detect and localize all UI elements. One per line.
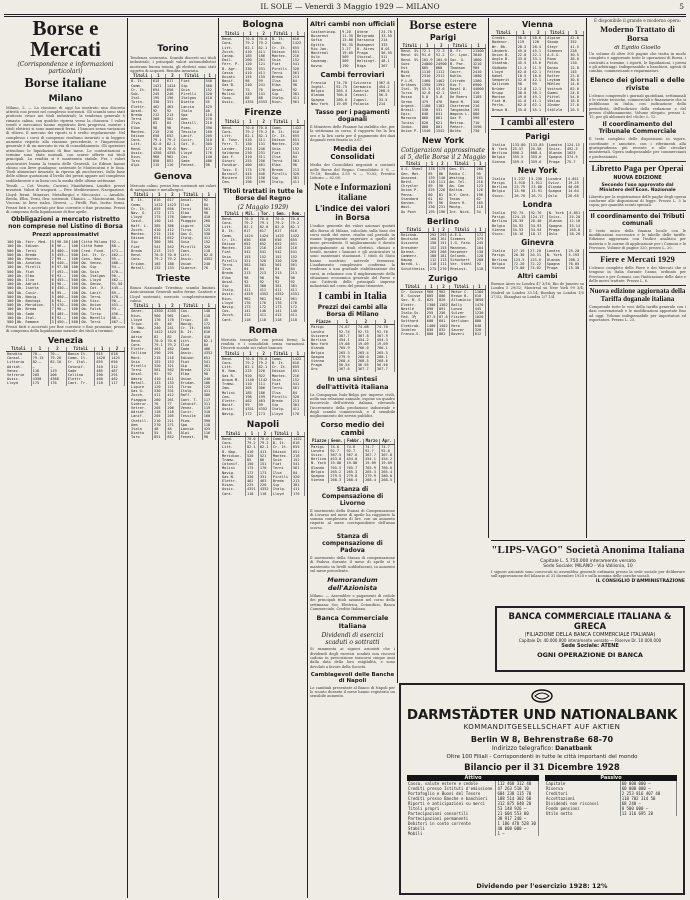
danat-logo <box>401 688 683 707</box>
borse-estere-heading: Borse estere <box>409 18 477 32</box>
bci-heading: Banca Commerciale Italiana <box>316 614 389 631</box>
roma-text: Mercato tranquillo con prezzi fermi; la rendita e i consolidati senza variazioni. Discreti scambi sui valori bancari. <box>221 337 305 351</box>
column-separator <box>127 18 128 898</box>
danat-logo-icon <box>531 689 553 703</box>
darmstadter-address: Berlin W 8, Behrenstraße 68-70 <box>470 735 614 744</box>
bilancio-tables <box>407 775 677 836</box>
coordinamento-text: Il testo completo delle disposizioni in vigore, coordinate e annotate, con i riferimenti alla giurisprudenza più recente e alle circolari ministeriali. Opera indispensabile per commercianti e professionisti. <box>589 137 686 159</box>
libretto-heading: Libretto Paga per Operai <box>589 161 686 173</box>
newyork-subheading: Cotigerazioni approssimate al 5, delle Borse il 2 Maggio <box>400 147 486 162</box>
obbligazioni-heading: Obbligazioni a mercato ristretto non comprese nel Listino di Borsa <box>8 216 123 231</box>
prezzi-cambi-heading: Prezzi dei cambi alla Borsa di Milano <box>317 304 388 319</box>
padova-text: Il movimento della Stanza di compensazione di Padova durante il mese di aprile si è mantenuto su livelli soddisfacenti, in aumento sul mese precedente. <box>310 555 395 573</box>
zurigo-table: Titoli 1 2 Titoli 1 Cr. Suisse 960 962 Motor C. 1160 B. Suisse 805 806 Brown B. 610 Soc. B. S. 825 826 Alluminio 3650 Elektr. 1300 1302 Bally 1470 Nestlé 890 891 Lonza 445 Italo-Sv. 255 256 Sulzer 1230 Fed. 3½ 87.5 87.6 Fischer 1020 Gotthard 600 601 Oerlikon 880 Elektrob. 1400 1402 Hero 640 Indelec 830 832 Saurer 320 Franco-S. 880 881 Boveri 612 <box>400 285 486 336</box>
tributi-heading: Il coordinamento dei Tributi comunali <box>589 210 686 227</box>
libretto-text: Libretto per la registrazione delle paghe degli operai conforme alle disposizioni di legge. Prezzo L. 3 la copia; per quantità sconti speciali. <box>589 194 686 208</box>
memorandum-heading: Memorandum dell'Azionista <box>327 576 378 593</box>
lips-vago-notice <box>491 540 685 603</box>
note-heading: Note e Informazioni italiane <box>314 182 391 202</box>
genova-table: Titoli 1 2 Titoli 1 B. It. 616 617 Ansal. 92 Comm. 1422 1423 Ilva 84 Cr. It. 655 656 Terni 561 Nav. G. 172 173 Elba 98 Lloyd 175 176 Odero 410 Cosul. 140 141 Piaggio 260 Raff. L. 385 386 Ligure 120 Zucch. 410 412 Tirso 125 Montec. 215 216 Gas G. 330 Edison 651 652 Italg. 411 Sip 380 381 Snia 152 Fiat 541 542 Pirelli 320 Breda 213 213 Cant. 118 Rend. 70.0 70.0 Litt. 82.0 Cons. 79.2 79.2 Assic. 4352 Eridan. 185 186 Union 240 Metall. 132 133 Siderur. 76 <box>130 193 216 270</box>
darmstadter-title: DARMSTÄDTER UND NATIONALBANK <box>406 707 678 723</box>
cambi-parigi-table: Italia 133.80 133.85 Londra 124.15 N. York 25.57 25.58 Svizz. 492.5 Berlino 608.2 608.4 Olanda 1025 Belgio 355.5 355.6 Spagna 374.5 Vienna 359.5 359.6 Praga 75.7 <box>491 143 584 164</box>
column-separator <box>397 18 398 683</box>
attivo-heading: Attivo <box>407 775 539 781</box>
cambi-newyork-heading: New York <box>517 165 558 175</box>
city-heading-genova: Genova <box>153 171 193 182</box>
darmstadter-branches: Oltre 100 Filiali - Corrispondenti in tutte le città importanti del mondo <box>446 754 638 760</box>
page-number: 5 <box>679 2 684 11</box>
napoli-table: Titoli 1 2 Titoli 1 Rend. 70.0 70.0 Comm. 1422 Cons. 79.2 79.2 B. It. 616 Litt. 82.1 82.1 Cr. It. 655 B. Nap. 410 411 Edison 651 Meridion. 520 521 Montec. 216 Tramw. 85 86 Snia 152 Cotonif. 150 151 Fiat 541 Molini 175 176 Terni 561 Navig. 172 173 Ilva 84 Gas N. 330 331 Pirelli 320 Elettr. 462 463 Breda 213 Risan. 225 226 Sip 381 Assic. 4351 4352 Italg. 411 Cant. 118 118 Lloyd 176 <box>221 432 305 496</box>
cambi-ginevra-table: Italia 27.19 27.20 Londra 25.20 Parigi 20.30 20.31 N. York 5.193 Berlino 123.5 123.6 Olanda 208.2 Belgio 72.20 72.22 Spagna 76.05 Vienna 73.00 73.02 Praga 15.38 <box>491 249 584 270</box>
tasso-text: Il Ministero delle Finanze ha stabilito che, per la settimana in corso, il rapporto fra la lira oro e la lira carta per il pagamento dei dazi doganali resti fissato in 3.67. <box>310 125 395 142</box>
cambi-ferroviari-heading: Cambi ferroviari <box>320 70 385 79</box>
column-cambi-estero <box>491 18 584 538</box>
prezzi-cambi-table: Piazze 1 2 3 Parigi 74.67 74.68 74.70 Londra 92.74 92.75 92.76 Svizzera 367.7 367.8 367.9 Berlino 454.1 454.2 454.3 New York 19.08 19.09 19.09 Olanda 765.9 766.0 766.1 Belgio 265.3 265.4 265.5 Spagna 279.9 280.0 280.1 Vienna 268.4 268.5 268.6 Praga 56.54 56.55 56.56 Oro 367.6 367.7 367.7 <box>310 320 395 371</box>
memorandum-text: Milano. — Assemblee e pagamenti di cedole dei principali titoli azionari nel corso della settimana: Soc. Elettrica, Cotonificio, Banca Commerciale, Credito Italiano. <box>310 594 395 612</box>
sintesi-heading: In una sintesi dell'attività italiana <box>316 374 389 391</box>
telegram-label: Indirizzo telegrafico: <box>492 745 554 752</box>
torino-text: Tendenza sostenuta. Scambi discreti sui titoli industriali; i principali valori automobilistici mostrano buona tenuta, gli elettrici sono stati oggetto di acquisti. Rendita invariata. <box>130 56 216 73</box>
darmstadter-sub: KOMMANDITGESELLSCHAFT AUF AKTIEN <box>463 723 621 731</box>
cambi-ginevra-heading: Ginevra <box>521 238 554 248</box>
masthead-line: IL SOLE — Venerdì 3 Maggio 1929 — MILANO <box>260 2 440 11</box>
header-rule <box>4 14 686 15</box>
book-text: Un volume di oltre 500 pagine che tratta in modo completo e aggiornato tutte le operazioni di Borsa, i contratti a termine, i riporti, le liquidazioni, i premi e gli arbitraggi. Indispensabile a banchieri, agenti di cambio, commercianti e risparmiatori. <box>589 52 686 74</box>
telegram-value: Danatbank <box>555 745 592 752</box>
city-heading-roma: Roma <box>248 325 278 336</box>
passivo-panel <box>545 775 677 836</box>
bci-greca-ops: OGNI OPERAZIONE DI BANCA <box>537 651 643 659</box>
bci-greca-sub: (FILIAZIONE DELLA BANCA COMMERCIALE ITALIANA) <box>524 632 656 638</box>
indice-heading: L'indice dei valori in Borsa <box>315 204 390 223</box>
city-heading-bologna: Bologna <box>242 20 284 30</box>
bci-greca-ad <box>495 606 685 672</box>
book-author: di Egidio Gioello <box>614 45 661 52</box>
trieste-table: Titoli 1 2 Titoli 1 Gener. 4350 4355 Cos. 140 Riun. 960 961 Cant. 118 Lloyd 176 176 Tripc. 45 Tripc. 45 46 Navig. 172 B. Naz. 240 241 Cr. It. 655 Comm. 1422 1424 B. It. 616 Adria 82 82 Zucch. 410 Rend. 70.0 70.0 Litt. 82.1 Cons. 79.1 79.2 Ilva 84 Elettr. 461 462 Sade 486 Cellina 290 291 Assic. 4352 Mont. 215 216 Edison 651 Snia 152 153 Fiat 541 Pirelli 320 321 Sip 381 Terni 561 562 Breda 213 Ansal. 92 92 Elba 98 Odero 410 411 Union 240 Metall. 133 133 Eridan. 186 Ligure 120 121 Tirso 125 Gas G. 330 331 Italg. 411 Zucch. 411 412 Raff. 386 Piaggio 260 261 Cant. T. 117 Siderur. 76 77 Cotonif. 311 Vetrer. 205 206 Venez. 119 Adriat. 118 118 Cucir. 310 Lanif. 205 205 Tessile 160 Chatill. 210 211 Piem. 390 Aem 270 271 Spa 118 Itala 48 48 Lancia 425 Diatto 55 55 Alpi 116 Toro 851 852 Fenest. 98 <box>130 304 216 440</box>
altri-cambi-text: Buenos Aires su Londra 47 3/16; Rio de Janeiro su Londra 5 29/32; Montreal su New York 99 3/4; Madrid su Londra 33.14; Bombay su Londra 1/5 27/32; Shanghai su Londra 2/7 1/4. <box>491 282 584 300</box>
roma-table: Titoli 1 2 Titoli 1 Rend. 70.0 70.0 Comm. 1422 Cons. 79.2 79.2 B. It. 616 Litt. 82.1 82.1 Cr. It. 655 B. Rom. 225 226 Edison 651 Gas R. 920 922 Montec. 216 Acqua M. 1140 1142 Snia 152 Tramw. 110 111 Fiat 541 Imm. 305 306 Terni 561 Molini 185 186 Ilva 84 Cem. 198 199 Pirelli 320 Elettr. 462 463 Breda 213 Bonif. 99 99 Sip 381 Assic. 4351 4352 Italg. 411 Navig. 172 173 Lloyd 176 <box>221 352 305 416</box>
cambiagevoli-heading: Cambiagevoli delle Banche di Napoli <box>310 671 395 684</box>
column-borse-estere <box>400 18 486 680</box>
section-title: Borse e Mercati <box>30 18 101 61</box>
bci-greca-sede: Sede Sociale: ATENE <box>561 643 619 649</box>
altri-cambi-heading: Altri cambi non ufficiali <box>310 20 395 28</box>
compensazione-text: Il movimento della Stanza di Compensazione di Livorno nel mese di aprile ha raggiunto la somma complessiva di lire, con un aumento rispetto al mese corrispondente dell'anno scorso. <box>310 508 395 530</box>
column-bologna <box>221 18 305 898</box>
cambi-italia-heading: I cambi in Italia <box>318 290 387 302</box>
tasso-heading: Tasso per i pagamenti doganali <box>315 109 390 124</box>
padova-heading: Stanza di compensazione di Padova <box>322 532 383 554</box>
fiere-text: L'elenco completo delle Fiere e dei Mercati che si tengono in Italia durante l'anno, ordinato per Province e per Comuni, con l'indicazione delle date e delle merci trattate. Prezzo L. 6. <box>589 266 686 283</box>
city-heading-trieste: Trieste <box>155 273 191 284</box>
city-heading-napoli: Napoli <box>246 419 280 430</box>
trieste-text: Banca Nazionale Triestina: scambi limitati. Assicurazioni Generali molto ferme. Cantieri e Lloyd sostenuti; mercato complessivamente calmo. <box>130 285 216 303</box>
lips-vago-signature: IL CONSIGLIO D'AMMINISTRAZIONE <box>595 579 685 585</box>
city-heading-torino: Torino <box>157 44 189 54</box>
obbligazioni-subheading: Prezzi approssimativi <box>32 232 99 239</box>
tariffa-text: Comprende tutte le voci della tariffa generale con i dazi convenzionali e le modificazioni apportate fino ad oggi. Volume indispensabile per importatori ed esportatori. Prezzo L. 25. <box>589 304 686 322</box>
notice-heading: Titoli trattati in tutte le Borse del Regno <box>223 187 303 202</box>
tariffa-heading: Nuova edizione aggiornata della Tariffa doganale italiana <box>589 287 686 303</box>
notice-date: (2 Maggio 1929) <box>237 203 289 211</box>
newyork-table: Titoli 1 2 Titoli 1 U.S. Steel 178 179 Gen. El. 268 Gen. Mot. 85 86 Radio C. 95 Anacond. 139 140 Westing. 161 Bethl. 110 111 Am. Tel. 216 Chrysler 89 90 Am. Can 123 Union P. 225 226 Baltim. 126 Penns. 80 81 N.Y. Cent. 190 Standard 61 62 Texas 62 Kennec. 95 96 Sears R. 165 Wool. 230 231 Montg. 118 Du Pont 195 196 Int. Nick. 54 <box>400 162 486 213</box>
bci-subheading: Dividendi di esercizi scaduti o sottratti <box>321 632 384 647</box>
city-heading-vienna: Vienna <box>521 20 553 29</box>
darmstadter-ad <box>399 683 685 895</box>
column-torino <box>130 42 216 898</box>
libretto-note: Secondo l'uso approvato dal Ministero dell'Econ. Nazionale <box>599 182 676 193</box>
sintesi-text: La Compagnia Italo-Belga per imprese civili, nella sua relazione annuale, espone un quadro favorevole dell'attività italiana, rilevando l'incremento della produzione industriale e degli scambi commerciali, e il sensibile miglioramento dei servizi pubblici. <box>310 392 395 419</box>
fiere-heading: Fiere e Mercati 1929 <box>589 252 686 264</box>
bond-table: 100 Ob. Ferr. Med. 5 98.50 100 Città Milano 92.— 100 Ob. Edison 6 96.— 100 Città Roma 88.— 500 Ob. Terni 6 480.— 500 Cred. Fond. 471.— 500 Ob. Breda 5 455.— 500 Ist. It. Cr. 462.— 100 Ob. Montec. 7 99.— 100 Cons. Nav. 95.— 500 Ob. Ansaldo 6 440.— 500 Ob. Venez. 488.— 100 Ob. Pirelli 6 97.50 100 Ob. Sip 94.— 500 Ob. Fiat 7 492.— 500 Ob. Snia 470.— 100 Ob. Elba 6 93.— 100 Ob. Italgas 90.— 500 Ob. Ilva 6 455.— 500 Ob. Lloyd 462.— 100 Ob. Adriat. 6 96.— 100 Ob. Genov. 91.50 500 Ob. Isotta 6 430.— 500 Ob. Cot. V. 445.— 100 Ob. Cucir. 6 95.— 100 Ob. Lanif. 89.— 500 Ob. Navig. 5 460.— 500 Ob. Terni 478.— 100 Ob. Bastogi 6 94.— 100 Ob. Vizz. 90.— 500 Ob. Meridion. 5 470.— 500 Ob. Union 451.— 100 Ob. Breda 7 98.— 100 Ob. Falck 93.— 500 Ob. Sade 6 485.— 500 Ob. Tirso 456.— 100 Ob. Ital. 6 92.— 100 Ob. Marelli 88.— 500 Ob. Romana 5 450.— 500 Ob. Terni 467.— <box>6 240 125 324</box>
column-notices <box>589 18 686 538</box>
lips-vago-text: I signori azionisti sono convocati in assemblea generale ordinaria presso la sede sociale per deliberare sull'approvazione del bilancio al 31 dicembre 1928 e sulla nomina delle cariche sociali. <box>491 569 685 578</box>
parigi-table: Titoli 1 2 Titoli 1 Rend. 3% 72.1 72.3 B. Fr. 21500 Rend. 4% 91.0 91.2 Cr. Lyon. 3040 Rend. 5% 103.9 104.0 Soc. G. 1860 Suez 24800 24900 B. Par. 3210 Est 865 868 Thomson 905 Midi 1110 1112 Courr. 2410 Nord 2310 2312 Kuhlm. 1080 P.L.M. 1460 1462 Citroën 1380 Orléans 1390 1392 Rio T. 6900 Ital. 3½ 53.5 53.6 Royal D. 44000 Turco 42.0 42.1 Shell 410 Russo 5.8 5.8 De Beers 1185 Serbo 475 476 Rand M. 340 Argent. 1180 1182 Chartered 210 Brasil. 530 531 Tanganika 195 Egiz. 640 641 Wagons L. 880 Marocco 860 861 Gaz P. 590 Tunisi 620 621 Metrop. 710 Indoc. 800 801 Peñarr. 1590 Union P. 1540 1542 Boléo 730 <box>401 43 484 134</box>
coordinamento-heading: Il coordinamento del Tribunale Commerciale <box>598 121 677 136</box>
city-heading-parigi: Parigi <box>429 33 457 42</box>
cambi-estero-heading: I cambi all'estero <box>491 116 584 130</box>
market-report-text-2: Tessili. — Cot. Veneto, Cucirini, Manifattura, Lanifici: prezzi invariati. Valori di trasporti. — Ferr. Mediterranee, Navigazione, Lloyd: fermi. Minerari, Metallurgici e Meccanici. — Ansaldo, Breda, Elba, Terni, Ilva: sostenuti. Chimici. — Montecatini, Snia Viscosa: in lieve rialzo. Diversi. — Pirelli, Fiat, Isotta: fermi. Prezzi fatti e accertati per fine corrente e fine prossimo. Prezzi di compenso della liquidazione di fine aprile. <box>6 184 125 214</box>
city-heading-firenze: Firenze <box>244 108 282 119</box>
venezia-table: Titoli 1 2 Titoli 1 2 Rendita 70.— 70.— Banca It. 615 618 Consol. 79.15 79.20 Comm. It. 1420 1425 Littorio 82.— 82.10 Cr. Ital. 655 656 Adriat. — — Cotonif. 310 312 Venez. 118 119 Sade 485 487 Vetrerie 205 206 Cellina 290 291 Assic. 4350 4360 Elettr. 460 462 Lloyd 175 176 Cant. Tr. 118 117 <box>6 347 125 386</box>
lips-vago-title: "LIPS-VAGO" Società Anonima Italiana <box>491 544 685 556</box>
column-separator <box>307 18 308 898</box>
genova-text: Mercato calmo, prezzi ben sostenuti nei valori di navigazione e metallurgici. <box>130 183 216 192</box>
cambi-parigi-heading: Parigi <box>525 131 550 141</box>
column-separator <box>218 18 219 898</box>
column-cambi <box>310 18 395 898</box>
corso-heading: Corso medio dei cambi <box>320 421 385 438</box>
bologna-table: Titoli 1 2 Titoli 1 Rend. 70.0 70.0 B. It. 616 Cons. 79.2 79.2 Comm. 1422 Litt. 82.1 82.1 Cr. It. 655 Zucch. 410 411 Edison 651 Canap. 185 186 Montec. 216 Emil. 260 261 Snia 152 Ferr. P. 120 121 Fiat 541 B. Agr. 330 331 Pirelli 320 Cassa 410 411 Terni 561 Ducati 155 155 Breda 213 Bonif. 98 99 Ilva 84 Gas B. 240 241 Elba 98 Tramv. 75 76 Ansal. 92 Molini 140 141 Sip 381 Coop. 88 88 Italg. 411 Assic. 4351 4353 Riun. 961 <box>221 32 305 104</box>
book-title: Moderno Trattato di Borsa <box>600 24 675 44</box>
venezia-note: Prezzi fatti e accertati per fine corrente e fine prossimo; prezzi di compenso della liquidazione mensile dei titoli a termine. <box>6 325 125 334</box>
bci-greca-title: BANCA COMMERCIALE ITALIANA & GRECA <box>508 612 672 632</box>
header-rule-2 <box>4 16 686 17</box>
attivo-panel <box>407 775 539 836</box>
cambiagevoli-text: Le cambiali presentate al Banco di Napoli per lo sconto durante il mese hanno registrato un sensibile aumento. <box>310 685 395 699</box>
city-heading-venezia: Venezia <box>47 335 84 345</box>
darmstadter-dividend: Dividendo per l'esercizio 1928: 12% <box>476 882 608 890</box>
cambi-ferroviari-table: Francia 74.70 Svizzera 367.8 Inghil. 92.75 Germania 454.2 Belgio 265.4 Austria 268.5 Olanda 766.0 Cecosl. 56.5 Spagna 280.0 Jugosl. 33.5 New York 19.09 Polonia 214 <box>310 81 395 106</box>
city-heading-zurigo: Zurigo <box>428 273 458 283</box>
compensazione-heading: Stanza di Compensazione di Livorno <box>321 485 384 507</box>
media-heading: Media dei Consolidati <box>330 145 375 162</box>
book-intro: È disponibile il grande e moderno opera: <box>594 18 681 23</box>
cambi-newyork-table: Italia 5.237 5.238 Londra 4.851 Parigi 3.910 3.911 Svizz. 19.25 Berlino 23.79 23.80 Olanda 40.08 Belgio 13.90 13.91 Spagna 14.64 Stocc. 26.70 26.71 Oslo 26.65 <box>491 177 584 198</box>
city-heading-newyork: New York <box>421 136 465 146</box>
all-exchanges-table: Titoli Mil. Tor. Gen. Rom. Rend. 70.0 70.0 70.0 70.0 Cons. 79.2 79.1 79.2 79.2 Litt. 82.1 82.0 82.0 82.1 B. It. 617 617 617 616 Comm. 1424 1424 1423 1422 Cr. It. 656 656 656 655 Edison 652 652 652 651 Montec. 216 216 216 216 Fiat 542 541 542 541 Snia 153 152 152 152 Pirelli 321 320 320 320 Terni 562 561 561 561 Ilva 84 84 84 84 Breda 213 213 213 213 Elba 98 98 98 98 Ansal. 92 92 92 92 Sip 381 380 381 381 Italg. 411 411 411 411 Assic. 4355 4352 4352 4351 Riun. 962 961 961 961 Lloyd 176 176 176 176 Navig. 173 172 173 172 Cos. 141 140 141 140 Zucch. 412 411 412 411 Cant. 118 118 118 118 <box>221 212 305 322</box>
market-report-text: Milano, 2. — La riunione di oggi ha mostrato una discreta attività con prezzi nel complesso sostenuti. Gli scambi sono stati piuttosto vivaci nei titoli industriali; la tendenza generale è rimasta calma, con qualche ripresa verso la chiusura. I valori tessili e meccanici hanno registrato lievi progressi, mentre i titoli elettrici si sono mantenuti fermi. I bancari senza variazioni di rilievo. Il mercato dei riporti si è svolto regolarmente. Nel complesso i corsi di compenso risultano invariati o in leggero aumento rispetto alla riunione precedente, e l'impressione generale è di un mercato in via di consolidamento. Gli operatori attendono le liquidazioni di fine mese. Le contrattazioni a termine sono state normali, con scarse offerte sui titoli principali. La rendita si è mantenuta stabile. Fra i valori assicurativi buona la tenuta delle Generali. Le Edison hanno chiuso con lieve guadagno; sostenute le Montecatini e le Snia. Titoli alimentari invariati; in ripresa gli zuccherieri. Sulla base delle ultime quotazioni il livello dei prezzi appare nel complesso soddisfacente e in linea con la media delle ultime settimane. <box>6 105 125 183</box>
column-separator <box>488 18 489 538</box>
berlino-table: Titoli 1 2 Titoli 1 Reichsb. 292 293 A.E.G. 172 Deutsche 160 161 Siemens 375 Disconto 150 151 I.G. Farb. 245 Dresdner 152 153 Mannesm. 104 Darmst. 265 266 Harpener 130 Commerz. 180 181 Gelsenk. 128 Hapag 112 113 Schuckert 200 Nordd. L. 110 111 Ver. Stahl 92 Schultheiss 275 276 Rheinst. 118 <box>400 228 486 271</box>
media-text: Media dei Consolidati negoziati a contanti nelle Borse del Regno: Consolidato 5 % — 79.18; Rendita 3.50 % — 70.02; Prestito Littorio — 82.08. <box>310 163 395 181</box>
section-subtitle: (Corrispondenze e informazioni particolari) <box>17 61 114 75</box>
borse-italiane-heading: Borse italiane <box>24 76 107 91</box>
city-heading-berlino: Berlino <box>426 216 460 226</box>
corso-table: Piazze Genn. Febbr. Marzo Apr. Parigi 74.6 74.6 74.7 74.7 Londra 92.7 92.7 92.7 92.8 Svizz. 367.5 367.6 367.7 367.8 Berlino 453.8 454.0 454.1 454.2 N. York 19.08 19.08 19.09 19.09 Olanda 765.5 765.7 765.9 766.0 Belgio 265.2 265.3 265.3 265.4 Spagna 279.5 279.8 279.9 280.0 Vienna 268.3 268.4 268.4 268.5 <box>310 439 395 482</box>
bci-text: Si rammenta ai signori azionisti che i dividendi degli esercizi scaduti non riscossi cadono in prescrizione trascorsi cinque anni dalla data della loro esigibilità, e sono devoluti a favore della Società. <box>310 647 395 669</box>
darmstadter-telegram <box>401 745 683 752</box>
column-separator <box>586 18 587 538</box>
libretto-subheading: NUOVA EDIZIONE <box>613 174 662 181</box>
cambi-londra-heading: Londra <box>522 199 553 209</box>
elenco-heading: Elenco dei giornali e delle riviste <box>590 75 685 92</box>
darmstadter-bilancio: Bilancio per il 31 Dicembre 1928 <box>464 763 620 773</box>
attivo-table: Cassa, valute estere e cedole 112 468 312 40 Crediti presso Istituti d'emissione 47 263 518 10 Portafoglio e Buoni del Tesoro 604 238 115 70 Crediti presso Banche e banchieri 188 514 302 60 Riporti e anticipazioni su merci 312 875 640 20 Titoli propri 53 148 926 — Partecipazioni consortili 21 604 553 80 Partecipazioni permanenti 38 917 240 — Debitori in conto corrente 1 186 470 528 30 Stabili 40 000 000 — Mobili 1 — <box>407 781 539 836</box>
torino-table: Titoli 1 2 Titoli 1 B. It. 615 617 Fiat 540 Comm. 1421 1424 Sip 380 Cr. It. 654 656 Snia 152 Sub. 245 246 Pirelli 320 Ital. 195 196 Italgas 410 Torin. 330 331 Diatto 55 Elettr. 462 463 Lancia 425 Ansal. 92 92 Itala 48 Breda 212 213 Spa 118 Terni 560 562 Aem 270 Ilva 83 84 Chatill. 210 Elba 98 98 Piem. 390 Montec. 215 216 Tessile 160 Edison 650 652 Lanif. 205 Cons. 79.1 79.2 Cucir. 310 Litt. 82.0 82.1 Cot. V. 305 Rend. 70.0 70.0 Nav. 172 Assic. 4350 4355 Lloyd 176 Riun. 960 962 Cos. 140 Toro 850 852 Sade 486 Alpi 115 116 Fenest. 98 <box>130 74 216 167</box>
cambi-londra-table: Italia 92.74 92.76 N. York 4.851 Parigi 124.15 124.17 Svizz. 25.20 Berlino 20.39 20.40 Olanda 12.10 Belgio 34.92 34.93 Spagna 33.14 Vienna 34.53 34.54 Praga 163.8 Stocc. 18.16 18.17 Oslo 18.20 <box>491 211 584 236</box>
vienna-table: Titoli 1 2 Titoli 1 Credit. 58.5 58.6 Alpine 42.0 Bodencr. 119 120 Skoda 352 Wr. Bk. 28.3 28.4 Steyr 41.5 Länderb. 45.0 45.1 Siemens 228 Union B. 22.0 22.1 A.E.G. 30.5 Anglo B. 33.0 33.1 Rima 38.0 Staatsb. 45.5 45.6 Poldi 110 Südbahn 11.4 11.5 Donau 12.8 Lloyd 62.0 62.1 Felten 145 Kabel 18.5 18.6 Rotter 23.0 Semperit 42.0 42.1 Leykam 30.0 Galizien 98 99 Mühlen 14.0 Brüder 12.0 12.1 Veitsch 82.0 Krupp 38.0 38.1 Gummi 24.0 Montan 49.0 49.1 Pittel 54.0 Fiat W. 41.0 41.1 Vöslau 18.0 Perlm. 62.0 62.1 Zünder 27.0 Brown B. 35.0 35.1 Stölzle 26.5 <box>491 31 584 112</box>
tributi-text: Il testo unico della finanza locale con le modificazioni successive e le tabelle delle tariffe. Edizione aggiornata con l'indice analitico per materia e le norme di applicazione per i Comuni e le Province. Volume di pagine 320, prezzo L. 20. <box>589 228 686 250</box>
altri-cambi-estero-heading: Altri cambi <box>517 272 558 281</box>
column-milano <box>6 18 125 898</box>
city-heading: Milano <box>48 93 83 104</box>
firenze-table: Titoli 1 2 Titoli 1 Rend. 70.0 70.0 Comm. 1422 Cons. 79.2 79.2 B. It. 616 Litt. 82.1 82.1 Cr. It. 655 B. Tosc. 410 411 Edison 651 Ferr. T. 130 131 Montec. 216 Larder. 245 246 Snia 152 Valdarno 230 231 Fiat 541 Gas F. 310 311 Ilva 84 Ginori 255 256 Terni 561 Fondiar. 460 461 Elba 98 Tosc. E. 175 176 Breda 213 Boracif. 445 446 Pirelli 320 Miniere 155 156 Sip 381 Cem. 198 199 Italg. 411 <box>221 120 305 184</box>
elenco-text: L'elenco comprende i giornali quotidiani, settimanali e le riviste tecniche, commerciali e finanziarie che si pubblicano in Italia, con indicazione della periodicità, dell'indirizzo della redazione e del prezzo d'abbonamento. Volume rilegato, prezzo L. 15; per gli abbonati del «Sole» L. 12. <box>589 93 686 120</box>
bci-greca-capital: Capitale Dr. 40.000.000 interamente versato — Riserve Dr. 10.000.000 <box>518 638 662 643</box>
passivo-heading: Passivo <box>545 775 677 781</box>
lips-vago-capital: Capitale L. 5.750.000 interamente versato <box>540 558 636 564</box>
indice-text: L'indice generale dei valori azionari quotati alla Borsa di Milano, calcolato sulla base dei corsi medi del mese, risulta nel periodo in esame leggermente superiore a quello del mese precedente. Il miglioramento è dovuto principalmente ai titoli elettrici, chimici e tessili, mentre i bancari e gli assicurativi si sono mantenuti stazionari. I titoli di Stato hanno mostrato notevole fermezza. L'andamento complessivo conferma la tendenza a una graduale stabilizzazione dei corsi, in relazione con il miglioramento della situazione economica generale del Paese e con l'attività delle principali imprese industriali nel corso del primo trimestre. <box>310 224 395 289</box>
altri-cambi-table: Costantinop. 9.20 Atene 24.70 Bucarest 11.35 Belgrado 33.55 Sofia 13.80 Varsavia 214 Egitto 95.35 Budapest 333 Rio Jan. 2.27 B. Aires 8.01 Montreal 19.05 Praga 56.55 Oslo 509 Stoccol. 511 Copenag. 509 Helsingf. 48.1 Kovno 190 Riga 367 <box>310 30 395 68</box>
lips-vago-sede: Sede Sociale: MILANO - Via Vallisnia, 10 <box>543 563 633 569</box>
passivo-table: Capitale 60 000 000 — Riserva 60 000 000 — Creditori 2 253 816 407 40 Accettazioni 118 702 314 50 Dividendi non riscossi 68 240 — Fondo pensioni 8 500 000 — Utile netto 13 316 695 20 <box>545 781 677 816</box>
